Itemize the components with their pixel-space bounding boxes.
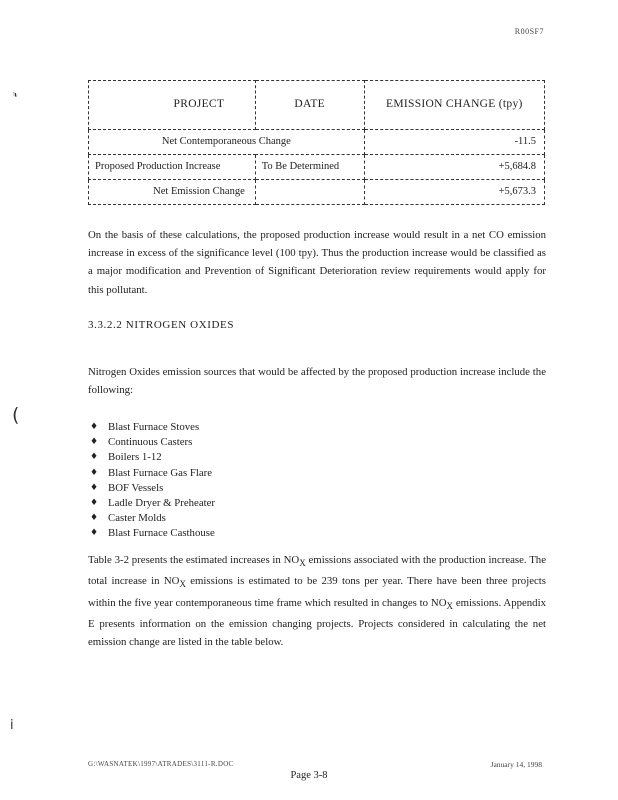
text-segment: emissions. Appendix E presents information on the emission changing projects. Projects considered in calculating the net emission change are listed in the table below. — [88, 596, 546, 649]
row-change: +5,684.8 — [364, 155, 544, 180]
list-item — [88, 420, 215, 435]
bullet-icon: ♦ — [90, 498, 99, 509]
margin-mark-middle: ( — [12, 404, 20, 426]
row-change: +5,673.3 — [364, 180, 544, 205]
bullet-icon: ♦ — [90, 513, 99, 524]
row-change: -11.5 — [364, 130, 544, 155]
list-item-label: Blast Furnace Casthouse — [108, 527, 215, 540]
page-number: Page 3-8 — [290, 770, 328, 781]
text-segment: emissions is estimated to be 239 tons per year. There have been three projects within the five year contemporaneous time frame which resulted in changes to NO — [88, 575, 546, 609]
row-project: Proposed Production Increase — [89, 155, 256, 180]
bullet-icon: ♦ — [90, 467, 99, 478]
header-emission-change: EMISSION CHANGE (tpy) — [364, 81, 544, 130]
bullet-icon: ♦ — [90, 452, 99, 463]
document-id: R00SF7 — [514, 27, 544, 36]
list-item-label: Ladle Dryer & Preheater — [108, 497, 216, 510]
margin-mark-bottom: i — [10, 718, 14, 733]
text-segment: emissions associated with the production increase. The total increase in NO — [88, 554, 546, 588]
bullet-icon: ♦ — [90, 482, 99, 493]
subscript: X — [179, 579, 186, 590]
row-project: Net Contemporaneous Change — [89, 130, 365, 155]
list-item — [88, 526, 215, 541]
row-date: To Be Determined — [255, 155, 364, 180]
footer-file-path: G:\WASNATEK\1997\ATRADES\3111-R.DOC — [88, 760, 234, 768]
list-item — [88, 466, 215, 481]
table-row — [89, 180, 545, 205]
header-project: PROJECT — [89, 81, 256, 130]
footer-date: January 14, 1998 — [490, 760, 542, 769]
paragraph-nox-increase — [88, 551, 546, 651]
bullet-icon: ♦ — [90, 422, 99, 432]
section-heading: 3.3.2.2 NITROGEN OXIDES — [88, 319, 235, 331]
list-item — [88, 511, 215, 526]
list-item-label: Blast Furnace Gas Flare — [108, 466, 213, 479]
margin-mark-top: 𝓇 — [8, 85, 20, 101]
list-item — [88, 496, 215, 511]
table-row — [89, 130, 545, 155]
list-item — [88, 450, 215, 465]
list-item — [88, 435, 215, 450]
subscript: X — [299, 558, 306, 569]
row-date — [255, 180, 364, 205]
paragraph-nox-sources: Nitrogen Oxides emission sources that would be affected by the proposed production increase include the following: — [88, 366, 546, 397]
table-header-row — [89, 81, 545, 130]
list-item-label: Blast Furnace Stoves — [108, 421, 200, 433]
list-item-label: Caster Molds — [108, 512, 166, 525]
table-row — [89, 155, 545, 180]
list-item-label: BOF Vessels — [108, 481, 164, 494]
text-segment: Table 3-2 presents the estimated increases in NO — [88, 554, 300, 566]
bullet-icon: ♦ — [90, 528, 99, 539]
emission-change-table — [88, 80, 545, 205]
list-item-label: Boilers 1-12 — [108, 451, 162, 464]
paragraph-co-conclusion: On the basis of these calculations, the proposed production increase would result in a net CO emission increase in excess of the significance level (100 tpy). Thus the production increase would be classified as a major modification and Prevention of Significant Deterioration review requirements would apply for this pollutant. — [88, 229, 546, 296]
row-project: Net Emission Change — [89, 180, 256, 205]
list-item — [88, 481, 215, 496]
subscript: X — [446, 600, 454, 611]
header-date: DATE — [255, 81, 364, 130]
source-list — [88, 420, 215, 542]
list-item-label: Continuous Casters — [108, 436, 193, 449]
bullet-icon: ♦ — [90, 437, 99, 448]
